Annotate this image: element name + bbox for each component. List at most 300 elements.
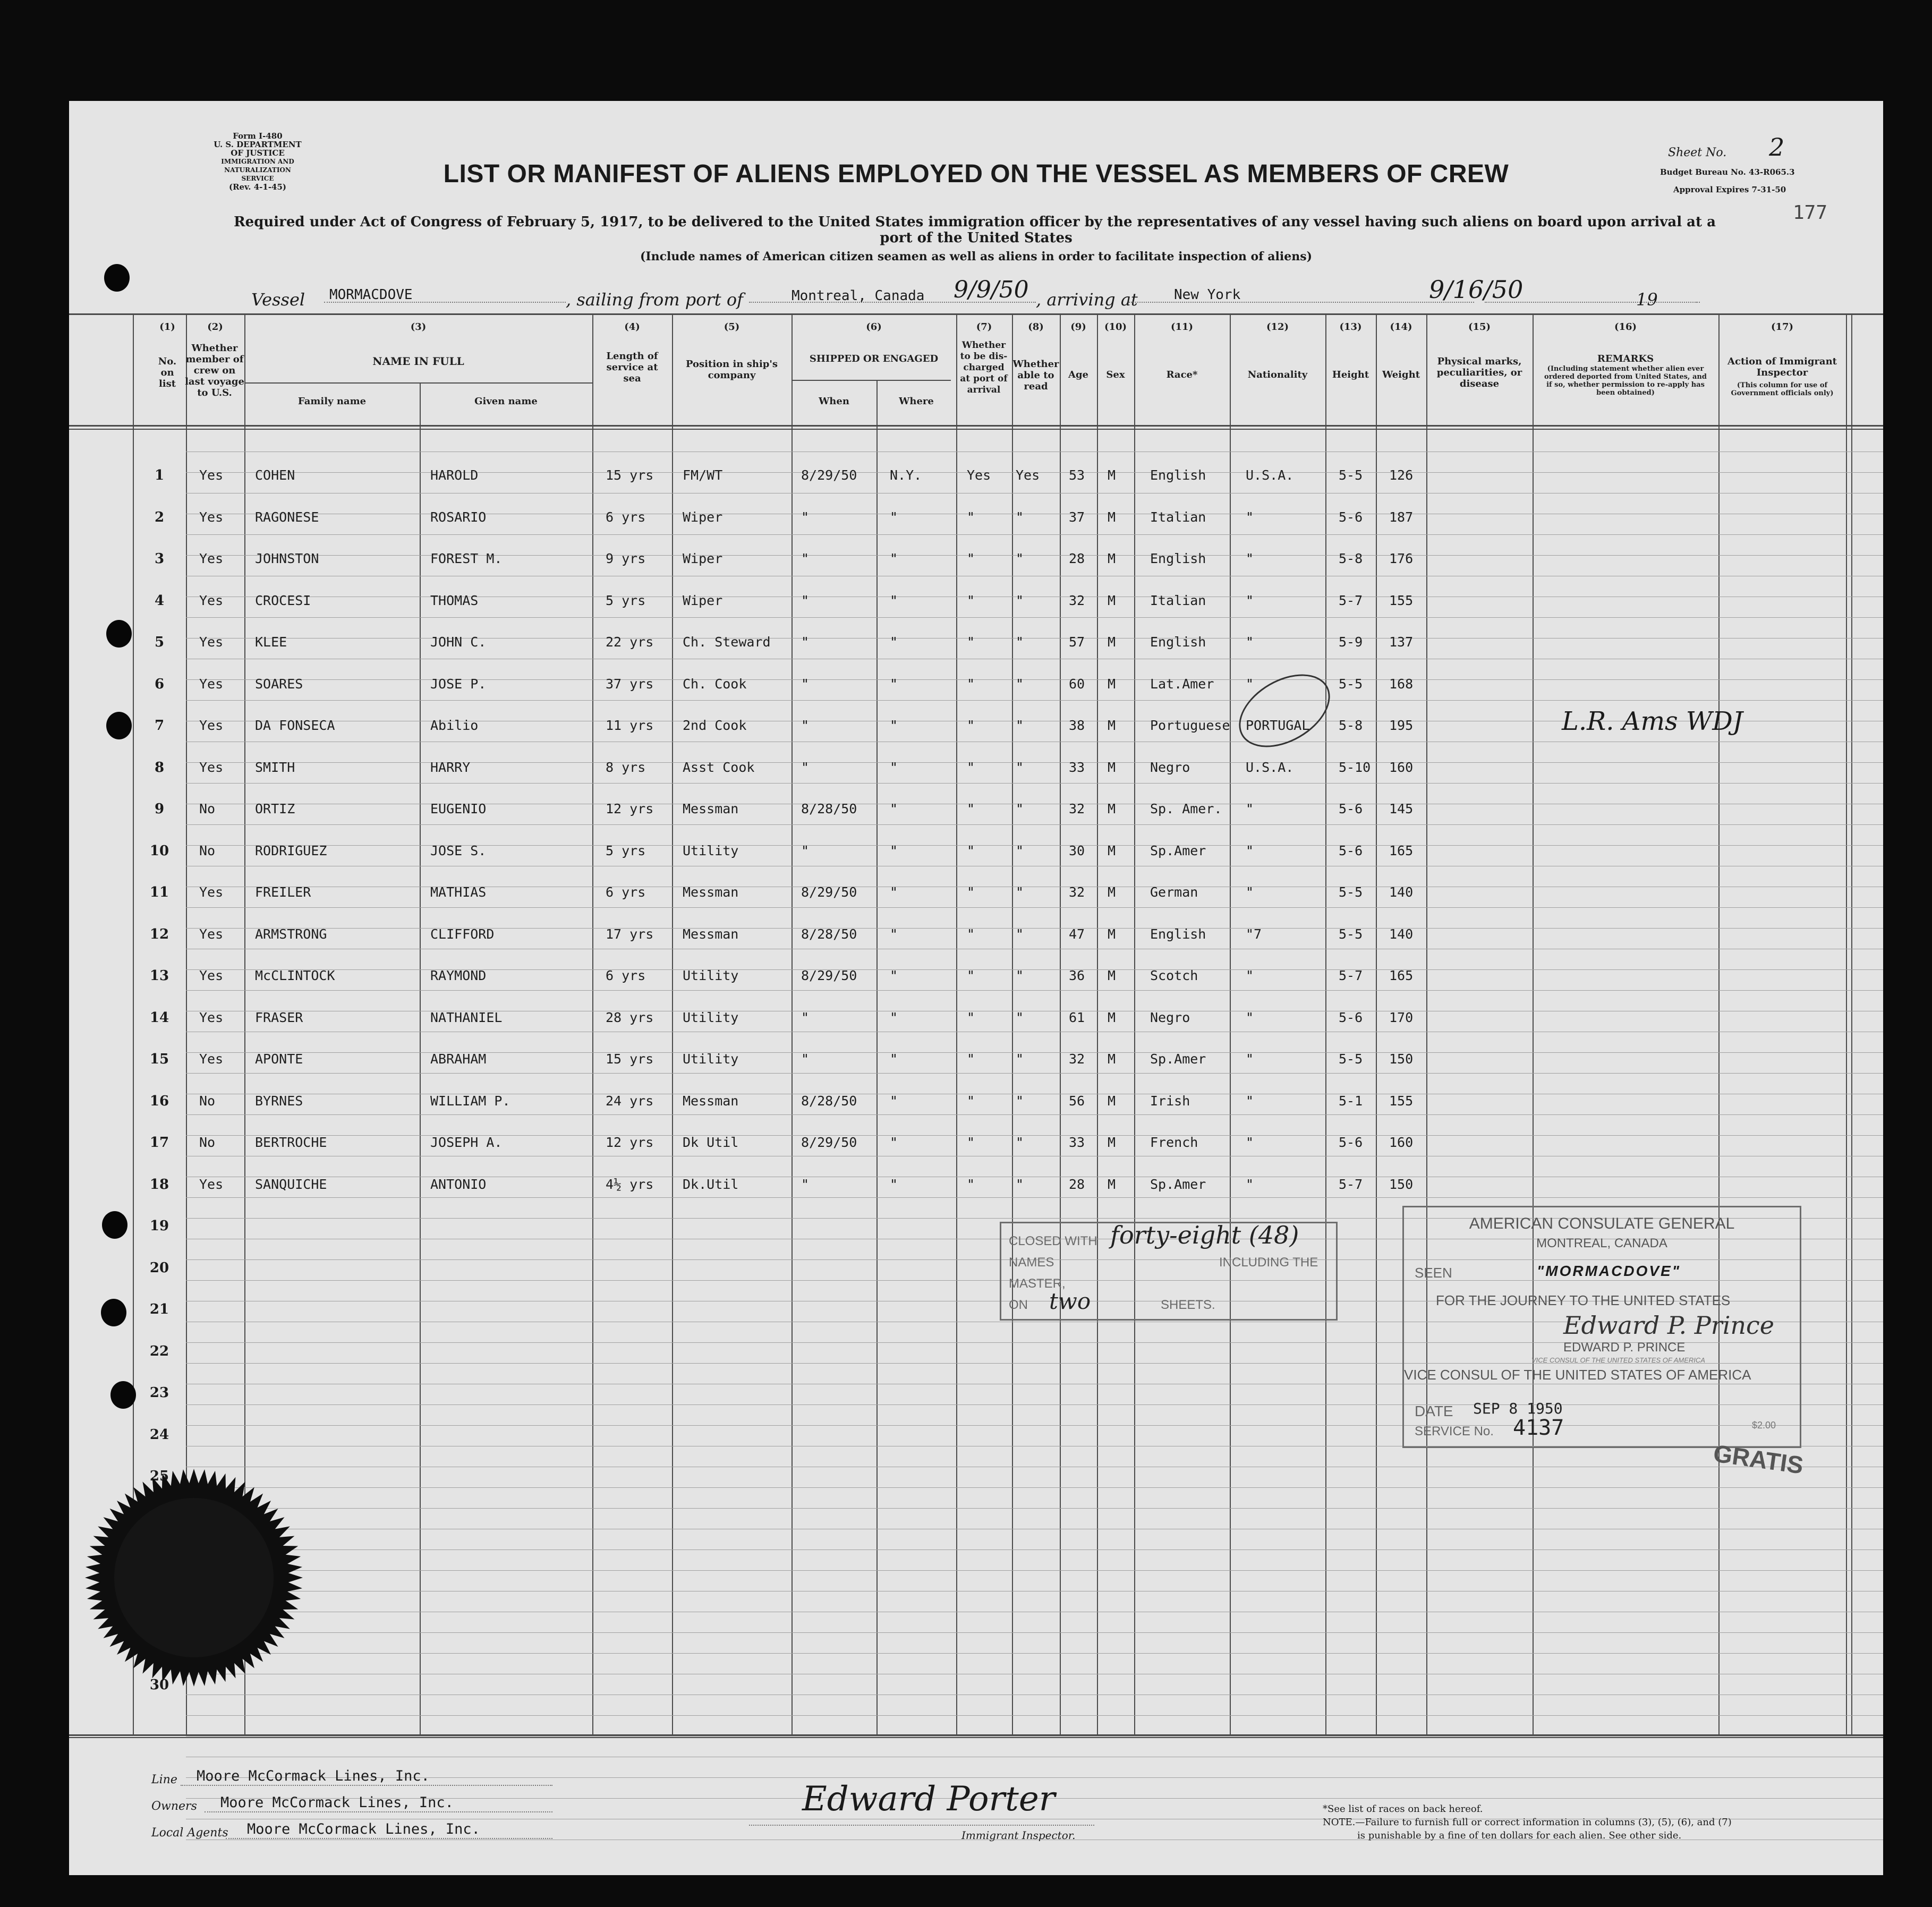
nationality: ": [1246, 1093, 1254, 1109]
sex: M: [1108, 1176, 1116, 1192]
vessel-name: MORMACDOVE: [329, 287, 413, 303]
row-number: 14: [149, 1009, 169, 1026]
length-of-service: 11 yrs: [606, 718, 654, 733]
row-number: 25: [149, 1468, 169, 1484]
given-name: MATHIAS: [430, 884, 487, 900]
shipped-where: N.Y.: [890, 467, 922, 483]
able-to-read: ": [1016, 676, 1024, 692]
row-rule: [186, 1487, 1883, 1488]
sailing-port: Montreal, Canada: [791, 288, 925, 304]
weight: 165: [1389, 842, 1414, 858]
fine-note-2: is punishable by a fine of ten dollars for each alien. See other side.: [1357, 1830, 1682, 1841]
col-1-header: No. on list: [158, 356, 177, 389]
height: 5-6: [1339, 801, 1363, 816]
discharged: ": [967, 1009, 975, 1025]
family-name: KLEE: [255, 634, 287, 650]
nationality: ": [1246, 801, 1254, 816]
family-name: JOHNSTON: [255, 551, 319, 566]
nationality: ": [1246, 551, 1254, 566]
col-11-number: (11): [1170, 321, 1194, 333]
shipped-where: ": [890, 1135, 898, 1150]
approval-expiry: Approval Expires 7-31-50: [1673, 185, 1786, 194]
sex: M: [1108, 759, 1116, 775]
nationality: U.S.A.: [1246, 467, 1294, 483]
position: Utility: [683, 842, 739, 858]
height: 5-5: [1339, 1051, 1363, 1067]
able-to-read: ": [1016, 509, 1024, 525]
row-number: 23: [149, 1385, 169, 1401]
year-line: [1663, 302, 1700, 303]
subtitle-line-2: port of the United States: [880, 230, 1073, 246]
race: Italian: [1150, 509, 1206, 525]
nationality: ": [1246, 676, 1254, 692]
given-name: ABRAHAM: [430, 1051, 487, 1067]
header-bottom-rule-2: [69, 429, 1883, 430]
race: Negro: [1150, 1009, 1190, 1025]
row-rule: [186, 783, 1883, 784]
row-number: 17: [149, 1135, 169, 1151]
prev-voyage: Yes: [199, 551, 224, 566]
col-14-header: Weight: [1382, 369, 1420, 380]
given-name: WILLIAM P.: [430, 1093, 510, 1109]
given-name: RAYMOND: [430, 968, 487, 983]
shipped-where: ": [890, 551, 898, 566]
prev-voyage: Yes: [199, 1176, 224, 1192]
given-name: Abilio: [430, 718, 479, 733]
discharged: ": [967, 801, 975, 816]
agency-name: U. S. DEPARTMENT OF JUSTICE: [214, 140, 302, 158]
prev-voyage: Yes: [199, 759, 224, 775]
row-rule: [186, 1114, 1883, 1115]
col-17-number: (17): [1771, 321, 1794, 333]
nationality: ": [1246, 884, 1254, 900]
consul-printed-name: EDWARD P. PRINCE: [1563, 1340, 1686, 1355]
agency-sub: IMMIGRATION AND NATURALIZATION SERVICE: [221, 158, 294, 182]
age: 32: [1069, 884, 1085, 900]
position: Ch. Cook: [683, 676, 747, 692]
col-4-header: Length of service at sea: [606, 351, 658, 384]
row-rule: [186, 700, 1883, 701]
col-7-number: (7): [976, 321, 992, 333]
able-to-read: ": [1016, 968, 1024, 983]
consul-small-title: VICE CONSUL OF THE UNITED STATES OF AMERICA: [1531, 1356, 1705, 1364]
col-3a-header: Family name: [297, 396, 367, 407]
row-rule: [186, 907, 1883, 908]
closed-count: forty-eight (48): [1110, 1221, 1299, 1249]
shipped-where: ": [890, 1009, 898, 1025]
row-rule: [186, 1715, 1883, 1716]
shipped-where: ": [890, 718, 898, 733]
arrival-port: New York: [1174, 287, 1241, 303]
given-name: ANTONIO: [430, 1176, 487, 1192]
row-number: 11: [149, 884, 169, 900]
height: 5-6: [1339, 509, 1363, 525]
race: Scotch: [1150, 968, 1198, 983]
consulate-name: AMERICAN CONSULATE GENERAL: [1469, 1215, 1735, 1232]
shipped-where: ": [890, 1093, 898, 1109]
shipped-when: ": [801, 509, 810, 525]
shipped-when: ": [801, 551, 810, 566]
shipped-when: ": [801, 718, 810, 733]
given-name: JOSE P.: [430, 676, 487, 692]
able-to-read: ": [1016, 842, 1024, 858]
discharged: ": [967, 634, 975, 650]
age: 38: [1069, 718, 1085, 733]
discharged: ": [967, 509, 975, 525]
prev-voyage: No: [199, 842, 216, 858]
col-6-number: (6): [866, 321, 882, 333]
consul-signature: Edward P. Prince: [1563, 1311, 1775, 1340]
sex: M: [1108, 1009, 1116, 1025]
column-rule: [1230, 313, 1231, 1734]
footer-line-underline: [181, 1785, 552, 1786]
binder-hole: [101, 1299, 126, 1326]
family-name: RODRIGUEZ: [255, 842, 327, 858]
vessel-label: Vessel: [251, 290, 305, 310]
nationality: ": [1246, 634, 1254, 650]
col-9-header: Age: [1068, 369, 1088, 380]
col-13-header: Height: [1332, 369, 1369, 380]
length-of-service: 5 yrs: [606, 592, 646, 608]
weight: 150: [1389, 1176, 1414, 1192]
sex: M: [1108, 718, 1116, 733]
shipped-where: ": [890, 759, 898, 775]
length-of-service: 37 yrs: [606, 676, 654, 692]
weight: 140: [1389, 884, 1414, 900]
shipped-when: ": [801, 842, 810, 858]
able-to-read: ": [1016, 801, 1024, 816]
row-rule: [186, 1197, 1883, 1198]
col-14-number: (14): [1390, 321, 1412, 333]
discharged: ": [967, 926, 975, 942]
discharged: ": [967, 1176, 975, 1192]
shipped-where: ": [890, 1176, 898, 1192]
row-number: 24: [149, 1426, 169, 1443]
row-rule: [186, 1073, 1883, 1074]
row-number: 3: [154, 551, 165, 567]
shipped-when: ": [801, 1176, 810, 1192]
family-name: APONTE: [255, 1051, 303, 1067]
race: Sp. Amer.: [1150, 801, 1222, 816]
col-17-header: Action of Immigrant Inspector: [1727, 356, 1837, 378]
height: 5-6: [1339, 842, 1363, 858]
crew-table: [69, 313, 1883, 1875]
row-number: 1: [154, 467, 165, 483]
nationality: "7: [1246, 926, 1262, 942]
family-name: ARMSTRONG: [255, 926, 327, 942]
row-number: 12: [149, 926, 169, 942]
race: Italian: [1150, 592, 1206, 608]
footer-owners-underline: [205, 1811, 552, 1812]
col-10-number: (10): [1104, 321, 1127, 333]
inspector-line: [749, 1825, 1094, 1826]
nationality: ": [1246, 1135, 1254, 1150]
sex: M: [1108, 842, 1116, 858]
nationality: ": [1246, 968, 1254, 983]
form-revision: (Rev. 4-1-45): [228, 182, 287, 192]
row-number: 9: [154, 801, 165, 817]
height: 5-1: [1339, 1093, 1363, 1109]
shipped-sub-rule: [791, 380, 951, 381]
family-name: McCLINTOCK: [255, 968, 335, 983]
shipped-where: ": [890, 634, 898, 650]
length-of-service: 17 yrs: [606, 926, 654, 942]
position: Wiper: [683, 551, 723, 566]
height: 5-8: [1339, 718, 1363, 733]
position: Messman: [683, 801, 739, 816]
discharged: Yes: [967, 467, 991, 483]
row-rule: [186, 1653, 1883, 1654]
position: Messman: [683, 1093, 739, 1109]
stamp-ship-name: "MORMACDOVE": [1537, 1263, 1681, 1279]
given-name: FOREST M.: [430, 551, 503, 566]
sheets-label: SHEETS.: [1161, 1298, 1215, 1312]
height: 5-7: [1339, 1176, 1363, 1192]
age: 36: [1069, 968, 1085, 983]
col-4-number: (4): [624, 321, 640, 333]
year-label: 19: [1636, 290, 1658, 310]
race: Sp.Amer: [1150, 1051, 1206, 1067]
row-number: 6: [154, 676, 165, 692]
nationality: ": [1246, 592, 1254, 608]
nationality: U.S.A.: [1246, 759, 1294, 775]
age: 60: [1069, 676, 1085, 692]
row-number: 21: [149, 1301, 169, 1317]
length-of-service: 28 yrs: [606, 1009, 654, 1025]
discharged: ": [967, 676, 975, 692]
length-of-service: 6 yrs: [606, 884, 646, 900]
weight: 168: [1389, 676, 1414, 692]
given-name: JOHN C.: [430, 634, 487, 650]
col-16-subheader: (Including statement whether alien ever ordered deported from United States, and if so, whether permission to re-apply has been obtained): [1544, 365, 1707, 397]
binder-hole: [102, 1211, 127, 1239]
col-6-header: SHIPPED OR ENGAGED: [809, 353, 939, 364]
shipped-where: ": [890, 884, 898, 900]
arriving-label: , arriving at: [1036, 290, 1138, 310]
able-to-read: ": [1016, 634, 1024, 650]
shipped-where: ": [890, 801, 898, 816]
journey-line: FOR THE JOURNEY TO THE UNITED STATES: [1436, 1292, 1731, 1308]
prev-voyage: Yes: [199, 676, 224, 692]
column-rule: [1846, 313, 1847, 1734]
col-2-number: (2): [207, 321, 223, 333]
footer-line-value: Moore McCormack Lines, Inc.: [197, 1768, 430, 1784]
age: 32: [1069, 592, 1085, 608]
length-of-service: 22 yrs: [606, 634, 654, 650]
master-label: MASTER,: [1009, 1276, 1066, 1291]
discharged: ": [967, 968, 975, 983]
col-17-subheader: (This column for use of Government officials only): [1731, 381, 1834, 397]
weight: 170: [1389, 1009, 1414, 1025]
col-3-number: (3): [410, 321, 427, 333]
given-name: EUGENIO: [430, 801, 487, 816]
weight: 160: [1389, 759, 1414, 775]
col-1-number: (1): [159, 321, 175, 333]
weight: 160: [1389, 1135, 1414, 1150]
discharged: ": [967, 1135, 975, 1150]
able-to-read: ": [1016, 1009, 1024, 1025]
column-rule: [1533, 313, 1534, 1734]
column-rule: [420, 382, 421, 1734]
length-of-service: 12 yrs: [606, 1135, 654, 1150]
prev-voyage: No: [199, 801, 216, 816]
row-rule: [186, 1570, 1883, 1571]
row-number: 5: [154, 634, 165, 650]
height: 5-5: [1339, 467, 1363, 483]
row-rule: [186, 824, 1883, 825]
col-12-header: Nationality: [1247, 369, 1308, 380]
service-label: SERVICE No.: [1415, 1424, 1494, 1438]
race: Sp.Amer: [1150, 842, 1206, 858]
row-number: 13: [149, 968, 169, 984]
shipped-when: ": [801, 592, 810, 608]
footer-agents-label: Local Agents: [151, 1826, 228, 1840]
row-number: 30: [149, 1676, 169, 1693]
col-9-number: (9): [1070, 321, 1086, 333]
nationality: ": [1246, 1051, 1254, 1067]
column-rule: [1097, 313, 1098, 1734]
family-name: SMITH: [255, 759, 295, 775]
subtitle-line-1: Required under Act of Congress of February 5, 1917, to be delivered to the United States immigration officer by the representatives of any vessel having such aliens on board upon arrival at a: [234, 214, 1716, 230]
sex: M: [1108, 592, 1116, 608]
weight: 187: [1389, 509, 1414, 525]
position: Messman: [683, 884, 739, 900]
names-label: NAMES: [1009, 1255, 1054, 1270]
family-name: BERTROCHE: [255, 1135, 327, 1150]
race: English: [1150, 634, 1206, 650]
family-name: CROCESI: [255, 592, 311, 608]
name-sub-rule: [244, 382, 592, 384]
weight: 195: [1389, 718, 1414, 733]
family-name: DA FONSECA: [255, 718, 335, 733]
sex: M: [1108, 801, 1116, 816]
col-15-header: Physical marks, peculiarities, or disease: [1436, 356, 1522, 389]
prev-voyage: Yes: [199, 926, 224, 942]
position: Dk.Util: [683, 1176, 739, 1192]
prev-voyage: No: [199, 1135, 216, 1150]
height: 5-5: [1339, 926, 1363, 942]
column-rule: [1718, 313, 1720, 1734]
prev-voyage: Yes: [199, 1051, 224, 1067]
family-name: RAGONESE: [255, 509, 319, 525]
given-name: HAROLD: [430, 467, 479, 483]
family-name: COHEN: [255, 467, 295, 483]
discharged: ": [967, 884, 975, 900]
length-of-service: 8 yrs: [606, 759, 646, 775]
row-rule: [186, 1777, 1883, 1778]
able-to-read: ": [1016, 718, 1024, 733]
row-number: 2: [154, 509, 165, 525]
discharged: ": [967, 551, 975, 566]
col-2-header: Whether member of crew on last voyage to U.S.: [185, 343, 244, 398]
col-13-number: (13): [1339, 321, 1362, 333]
arrival-date: 9/16/50: [1429, 275, 1524, 304]
able-to-read: Yes: [1016, 467, 1040, 483]
sex: M: [1108, 467, 1116, 483]
shipped-where: ": [890, 926, 898, 942]
row-number: 22: [149, 1343, 169, 1359]
consulate-stamp: [1402, 1206, 1801, 1448]
table-bottom-rule-2: [69, 1737, 1883, 1738]
sailing-date: 9/9/50: [954, 276, 1029, 303]
row-number: 7: [154, 718, 165, 734]
shipped-where: ": [890, 509, 898, 525]
fine-note-1: NOTE.—Failure to furnish full or correct information in columns (3), (5), (6), and (7): [1323, 1817, 1732, 1828]
column-rule: [1134, 313, 1135, 1734]
able-to-read: ": [1016, 1093, 1024, 1109]
age: 32: [1069, 1051, 1085, 1067]
prev-voyage: Yes: [199, 884, 224, 900]
shipped-where: ": [890, 842, 898, 858]
shipped-where: ": [890, 968, 898, 983]
seen-label: SEEN: [1415, 1265, 1452, 1281]
prev-voyage: Yes: [199, 634, 224, 650]
shipped-when: ": [801, 1051, 810, 1067]
height: 5-5: [1339, 676, 1363, 692]
height: 5-7: [1339, 592, 1363, 608]
column-rule: [592, 313, 593, 1734]
header-bottom-rule: [69, 425, 1883, 427]
given-name: JOSE S.: [430, 842, 487, 858]
able-to-read: ": [1016, 1176, 1024, 1192]
sailing-label: , sailing from port of: [566, 290, 743, 310]
discharged: ": [967, 842, 975, 858]
prev-voyage: Yes: [199, 1009, 224, 1025]
row-rule: [186, 617, 1883, 618]
on-label: ON: [1009, 1298, 1028, 1312]
fee: $2.00: [1752, 1420, 1776, 1431]
length-of-service: 12 yrs: [606, 801, 654, 816]
column-rule: [1851, 313, 1852, 1734]
gratis-stamp: GRATIS: [1712, 1439, 1806, 1479]
age: 28: [1069, 1176, 1085, 1192]
shipped-when: ": [801, 634, 810, 650]
discharged: ": [967, 592, 975, 608]
weight: 165: [1389, 968, 1414, 983]
race: English: [1150, 551, 1206, 566]
height: 5-10: [1339, 759, 1371, 775]
form-number: Form I-480: [233, 131, 283, 141]
position: 2nd Cook: [683, 718, 747, 733]
age: 56: [1069, 1093, 1085, 1109]
sex: M: [1108, 509, 1116, 525]
length-of-service: 9 yrs: [606, 551, 646, 566]
weight: 155: [1389, 592, 1414, 608]
column-rule: [791, 313, 793, 1734]
col-15-number: (15): [1468, 321, 1491, 333]
weight: 155: [1389, 1093, 1414, 1109]
given-name: HARRY: [430, 759, 471, 775]
shipped-where: ": [890, 676, 898, 692]
weight: 126: [1389, 467, 1414, 483]
race: Negro: [1150, 759, 1190, 775]
date-value: SEP 8 1950: [1473, 1400, 1563, 1417]
shipped-where: ": [890, 1051, 898, 1067]
row-number: 16: [149, 1093, 169, 1109]
height: 5-9: [1339, 634, 1363, 650]
family-name: BYRNES: [255, 1093, 303, 1109]
position: Utility: [683, 1009, 739, 1025]
column-rule: [1325, 313, 1326, 1734]
races-note: *See list of races on back hereof.: [1323, 1803, 1483, 1815]
col-7-header: Whether to be dis-charged at port of arrival: [960, 340, 1008, 395]
family-name: FRASER: [255, 1009, 303, 1025]
service-number: 4137: [1513, 1416, 1564, 1440]
table-top-rule: [69, 313, 1883, 315]
col-12-number: (12): [1266, 321, 1289, 333]
race: German: [1150, 884, 1198, 900]
column-rule: [1426, 313, 1427, 1734]
